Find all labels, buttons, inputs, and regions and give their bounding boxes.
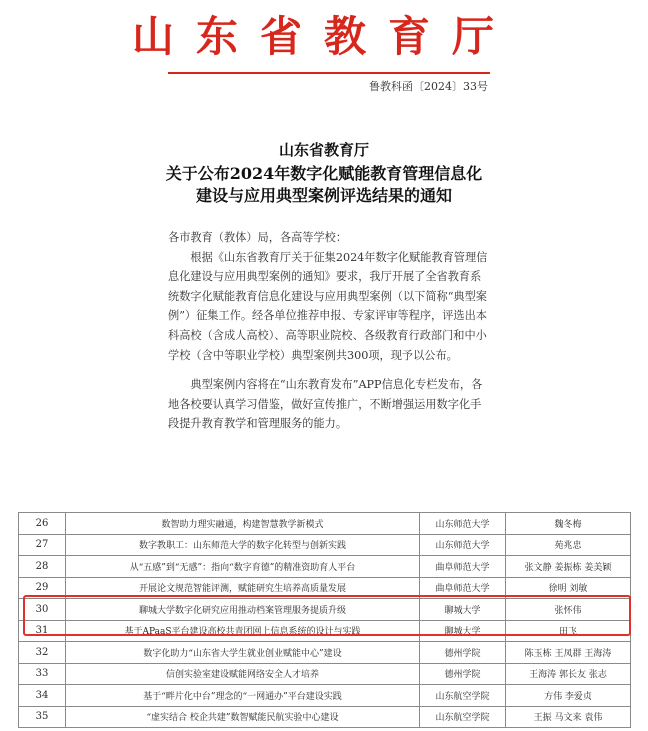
paragraph-2: 典型案例内容将在“山东教育发布”APP信息化专栏发布，各地各校要认真学习借鉴，做好宣传推广，不断增强运用数字化手段提升教育教学和管理服务的能力。 [168, 378, 483, 431]
submitting-unit: 曲阜师范大学 [420, 577, 506, 599]
table-row [19, 556, 631, 578]
case-title: 数字化助力“山东省大学生就业创业赋能中心”建设 [66, 642, 420, 664]
red-rule-divider [168, 72, 490, 74]
document-number: 鲁教科函〔2024〕33号 [369, 80, 488, 93]
case-authors: 王海涛 郭长友 张志 [506, 663, 631, 685]
case-title: 数字教职工：山东师范大学的数字化转型与创新实践 [66, 534, 420, 556]
table-row [19, 663, 631, 685]
submitting-unit: 聊城大学 [420, 620, 506, 642]
row-number: 35 [19, 706, 66, 728]
case-title: 从“五感”到“无感”：指向“数字育德”的精准资助育人平台 [66, 556, 420, 578]
case-title: 开展论文规范智能评测，赋能研究生培养高质量发展 [66, 577, 420, 599]
case-title: 基于APaaS平台建设高校共青团网上信息系统的设计与实践 [66, 620, 420, 642]
submitting-unit: 德州学院 [420, 642, 506, 664]
row-number: 26 [19, 513, 66, 535]
case-title: 聊城大学数字化研究应用推动档案管理服务提质升级 [66, 599, 420, 621]
salutation: 各市教育（教体）局，各高等学校： [168, 231, 348, 244]
table-row [19, 513, 631, 535]
submitting-unit: 聊城大学 [420, 599, 506, 621]
case-title: 数智助力理实融通，构建智慧教学新模式 [66, 513, 420, 535]
case-authors: 张怀伟 [506, 599, 631, 621]
submitting-unit: 山东航空学院 [420, 706, 506, 728]
row-number: 33 [19, 663, 66, 685]
issuing-organization: 山东省教育厅 [131, 12, 516, 61]
case-authors: 方伟 李爱贞 [506, 685, 631, 707]
table-row [19, 706, 631, 728]
case-authors: 陈玉栋 王凤群 王海涛 [506, 642, 631, 664]
table-row [19, 685, 631, 707]
paragraph-1: 根据《山东省教育厅关于征集2024年数字化赋能教育管理信息化建设与应用典型案例的通知》要求，我厅开展了全省教育系统数字化赋能教育信息化建设与应用典型案例（以下简称“典型案例”）征集工作。经各单位推荐申报、专家评审等程序，评选出本科高校（含成人高校）、高等职业院校、各级教育行政部门和中小学校（含中等职业学校）典型案例共300项，现予以公布。 [168, 250, 488, 362]
case-authors: 魏冬梅 [506, 513, 631, 535]
title-line-1: 山东省教育厅 [278, 141, 369, 159]
submitting-unit: 山东师范大学 [420, 513, 506, 535]
row-number: 29 [19, 577, 66, 599]
table-row [19, 534, 631, 556]
section-gap [0, 492, 648, 502]
submitting-unit: 德州学院 [420, 663, 506, 685]
submitting-unit: 山东师范大学 [420, 534, 506, 556]
case-title: “虚实结合 校企共建”数智赋能民航实验中心建设 [66, 706, 420, 728]
submitting-unit: 山东航空学院 [420, 685, 506, 707]
table-row [19, 642, 631, 664]
letterhead [0, 0, 648, 120]
row-number: 27 [19, 534, 66, 556]
case-authors: 张文静 姜振栋 姜美颖 [506, 556, 631, 578]
row-number: 30 [19, 599, 66, 621]
case-authors: 徐明 刘敏 [506, 577, 631, 599]
notice-body [168, 228, 490, 434]
row-number: 34 [19, 685, 66, 707]
case-authors: 苑兆忠 [506, 534, 631, 556]
row-number: 31 [19, 620, 66, 642]
row-number: 32 [19, 642, 66, 664]
title-line-2: 关于公布2024年数字化赋能教育管理信息化 [165, 164, 483, 183]
case-title: 基于“畔片化中台”理念的“一网通办”平台建设实践 [66, 685, 420, 707]
case-authors: 田飞 [506, 620, 631, 642]
case-title: 信创实验室建设赋能网络安全人才培养 [66, 663, 420, 685]
submitting-unit: 曲阜师范大学 [420, 556, 506, 578]
highlight-box [23, 595, 631, 636]
row-number: 28 [19, 556, 66, 578]
title-line-3: 建设与应用典型案例评选结果的通知 [195, 186, 452, 205]
case-authors: 王振 马文来 袁伟 [506, 706, 631, 728]
